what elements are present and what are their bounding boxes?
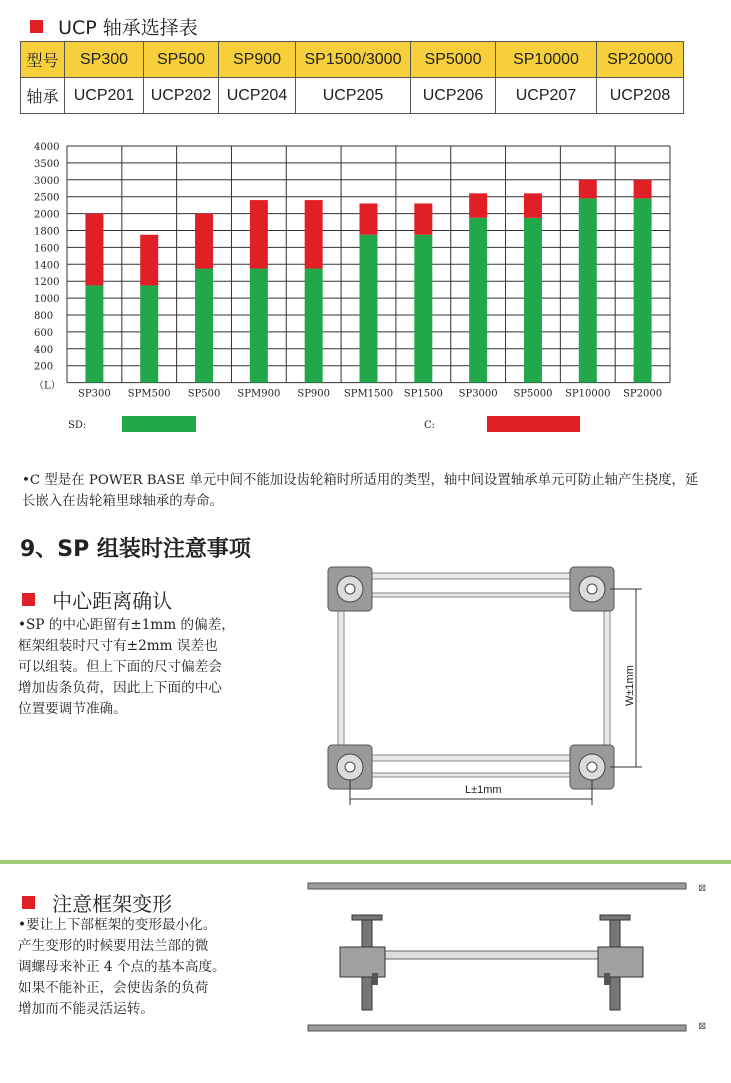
table-cell: 轴承 [21,78,65,114]
x-tick-label: SP300 [78,388,111,400]
section-divider [0,860,731,864]
y-tick-label: 1400 [34,260,60,272]
y-tick-label: 200 [34,361,54,373]
y-tick-label: 3000 [34,175,60,187]
table-cell: SP5000 [411,42,496,78]
text-line: •要让上下部框架的变形最小化。 [18,917,217,933]
text-line: •SP 的中心距留有±1mm 的偏差， [18,617,235,633]
table-cell: UCP208 [597,78,684,114]
table-cell: UCP204 [219,78,296,114]
x-tick-label: SP3000 [458,388,498,400]
dim-w-wrap [616,658,656,728]
bar-c [524,193,542,218]
text-line: 增加而不能灵活运转。 [18,1001,154,1017]
y-tick-label: 400 [34,344,54,356]
bearing-load-chart [0,140,731,440]
center-text [18,615,318,720]
table-cell: UCP206 [411,78,496,114]
text-line: 框架组装时尺寸有±2mm 误差也 [18,638,218,654]
bar-c [634,180,652,199]
table-cell: UCP201 [65,78,144,114]
rail-right [604,591,610,761]
text-line: 如果不能补正，会使齿条的负荷 [18,980,209,996]
bar-sd [414,235,432,383]
table-cell: UCP207 [496,78,597,114]
bar-sd [305,269,323,383]
table-row [21,78,684,114]
table-cell: SP900 [219,42,296,78]
bar-c [360,203,378,234]
y-tick-label: 1200 [34,277,60,289]
table-cell: 型号 [21,42,65,78]
deform-heading [22,888,172,917]
bar-c [250,200,268,268]
center-title: 中心距离确认 [52,589,173,613]
text-line: 可以组装。但上下面的尺寸偏差会 [18,659,222,675]
corner-mark-icon: ⊠ [698,883,707,894]
x-tick-label: SPM900 [237,388,281,400]
table-cell: SP20000 [597,42,684,78]
x-tick-label: SP1500 [403,388,443,400]
section9-title: 9、SP 组装时注意事项 [20,537,251,562]
x-tick-label: SPM500 [127,388,171,400]
text-line: 调螺母来补正 4 个点的基本高度。 [18,959,226,975]
legend-sd-label: SD: [68,420,87,431]
rail-left [338,591,344,761]
y-tick-label: 1800 [34,226,60,238]
table-cell: SP500 [144,42,219,78]
deform-text [18,915,318,1020]
corner-mark-icon: ⊠ [698,1021,707,1032]
text-line: 位置要调节准确。 [18,701,127,717]
red-square-icon [22,593,35,606]
bar-sd [360,235,378,383]
x-tick-label: SP10000 [565,388,611,400]
y-tick-label: 1000 [34,294,60,306]
bar-sd [250,269,268,383]
red-square-icon [30,20,43,33]
x-tick-label: SPM1500 [343,388,394,400]
table-cell: UCP202 [144,78,219,114]
deform-title: 注意框架变形 [52,892,173,916]
bar-c [414,203,432,234]
y-tick-label: 1600 [34,243,60,255]
y-tick-label: 600 [34,327,54,339]
x-tick-label: SP500 [187,388,221,400]
legend-c-swatch [487,416,580,432]
table-cell: UCP205 [296,78,411,114]
x-tick-label: SP900 [297,388,331,400]
bar-c [305,200,323,268]
legend-c-label: C: [424,420,436,431]
y-tick-label: 2500 [34,192,60,204]
x-tick-label: SP5000 [513,388,553,400]
dim-w-label: W±1mm [624,665,636,706]
y-tick-label: 800 [34,311,54,322]
deformation-diagram [300,875,720,1040]
x-tick-label: SP2000 [623,388,663,400]
bar-sd [85,285,103,382]
red-square-icon [22,896,35,909]
bar-c [469,193,487,218]
frame-diagram [320,555,650,815]
ucp-table [20,41,684,114]
section-ucp-title: UCP 轴承选择表 [58,17,198,39]
bar-c [579,180,597,199]
c-type-note: •C 型是在 POWER BASE 单元中间不能加设齿轮箱时所适用的类型，轴中间设置轴承单元可防止轴产生挠度，延长嵌入在齿轮箱里球轴承的寿命。 [22,473,699,509]
table-header-row [21,42,684,78]
dim-l-label: L±1mm [465,784,502,796]
legend-sd-swatch [122,416,196,432]
text-line: 产生变形的时候要用法兰部的微 [18,938,209,954]
y-tick-label: 4000 [34,142,60,153]
center-heading [22,585,172,614]
bar-sd [140,285,158,382]
y-unit-label: （L） [34,380,61,392]
section-ucp-heading [30,13,198,40]
bar-c [85,214,103,286]
table-cell: SP10000 [496,42,597,78]
shaft [360,951,620,959]
y-tick-label: 3500 [34,158,60,170]
top-frame-plate [308,883,686,889]
bar-c [140,235,158,286]
bottom-frame-plate [308,1025,686,1031]
table-cell: SP300 [65,42,144,78]
bar-sd [524,218,542,383]
flange-block-icon [598,947,643,977]
bar-c [195,214,213,269]
y-tick-label: 2000 [34,209,60,221]
bar-sd [195,269,213,383]
text-line: 增加齿条负荷，因此上下面的中心 [18,680,222,696]
bar-sd [634,198,652,382]
flange-block-icon [340,947,385,977]
bar-sd [469,218,487,383]
table-cell: SP1500/3000 [296,42,411,78]
bar-sd [579,198,597,382]
